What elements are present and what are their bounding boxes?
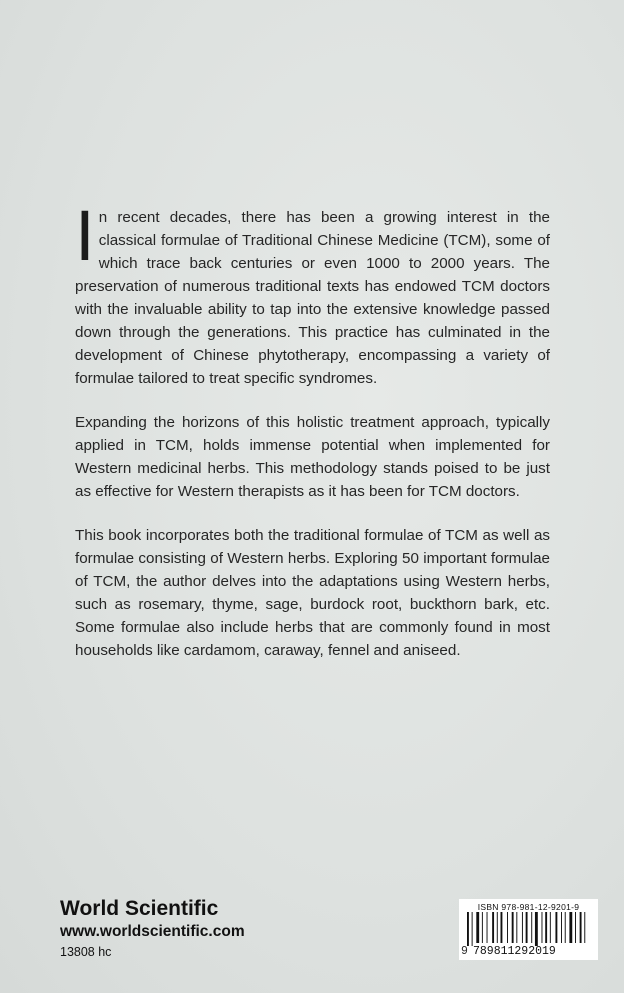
barcode-bar [487, 912, 488, 943]
isbn-barcode [459, 899, 598, 960]
blurb-paragraph-2: Expanding the horizons of this holistic treatment approach, typically applied in TCM, holds immense potential when implemented for Western medicinal herbs. This methodology stands poised to be just as effective for Western therapists as it has been for TCM doctors. [75, 414, 550, 500]
drop-cap: I [75, 197, 95, 276]
barcode-bar [522, 912, 523, 943]
barcode-bar [476, 912, 479, 943]
barcode-bar [565, 912, 566, 943]
publisher-block [60, 896, 245, 961]
barcode-bar [545, 912, 547, 943]
barcode-bar [575, 912, 576, 943]
publisher-url: www.worldscientific.com [60, 923, 245, 940]
barcode-bar [526, 912, 528, 943]
barcode-bar [497, 912, 498, 943]
barcode-bar [569, 912, 572, 943]
blurb-paragraph-1-text: n recent decades, there has been a growing interest in the classical formulae of Traditional Chinese Medicine (TCM), some of which trace back centuries or even 1000 to 2000 years. The preservation of numerous traditional texts has endowed TCM doctors with the invaluable ability to tap into the extensive knowledge passed down through the generations. This practice has culminated in the development of Chinese phytotherapy, encompassing a variety of formulae tailored to treat specific syndromes. [75, 209, 550, 387]
barcode-bar [584, 912, 585, 943]
blurb-paragraph-1 [75, 197, 550, 390]
barcode-bar [535, 912, 538, 946]
barcode-first-digit: 9 [461, 945, 468, 958]
product-code: 13808 hc [60, 945, 112, 959]
barcode-bar [507, 912, 508, 943]
barcode-bar [467, 912, 469, 946]
back-cover-blurb [75, 197, 550, 683]
barcode-bar [501, 912, 503, 943]
barcode-bar [472, 912, 473, 946]
barcode-bar [492, 912, 494, 943]
barcode-bar [555, 912, 557, 943]
isbn-label: ISBN 978-981-12-9201-9 [477, 902, 580, 912]
barcode-bar [482, 912, 483, 943]
barcode-bar [516, 912, 517, 943]
barcode-bar [580, 912, 582, 943]
barcode-digits: 789811292019 [473, 945, 556, 958]
barcode-bar [550, 912, 551, 943]
barcode-bar [512, 912, 514, 943]
blurb-paragraph-3: This book incorporates both the traditional formulae of TCM as well as formulae consisting of Western herbs. Exploring 50 important formulae of TCM, the author delves into the adaptations using Western herbs, such as rosemary, thyme, sage, burdock root, buckthorn bark, etc. Some formulae also include herbs that are commonly found in most households like cardamom, caraway, fennel and aniseed. [75, 527, 550, 659]
barcode-bars [465, 912, 593, 946]
publisher-name: World Scientific [60, 897, 219, 920]
barcode-bar [542, 912, 543, 943]
barcode-bar [561, 912, 562, 943]
barcode-bar [531, 912, 532, 943]
